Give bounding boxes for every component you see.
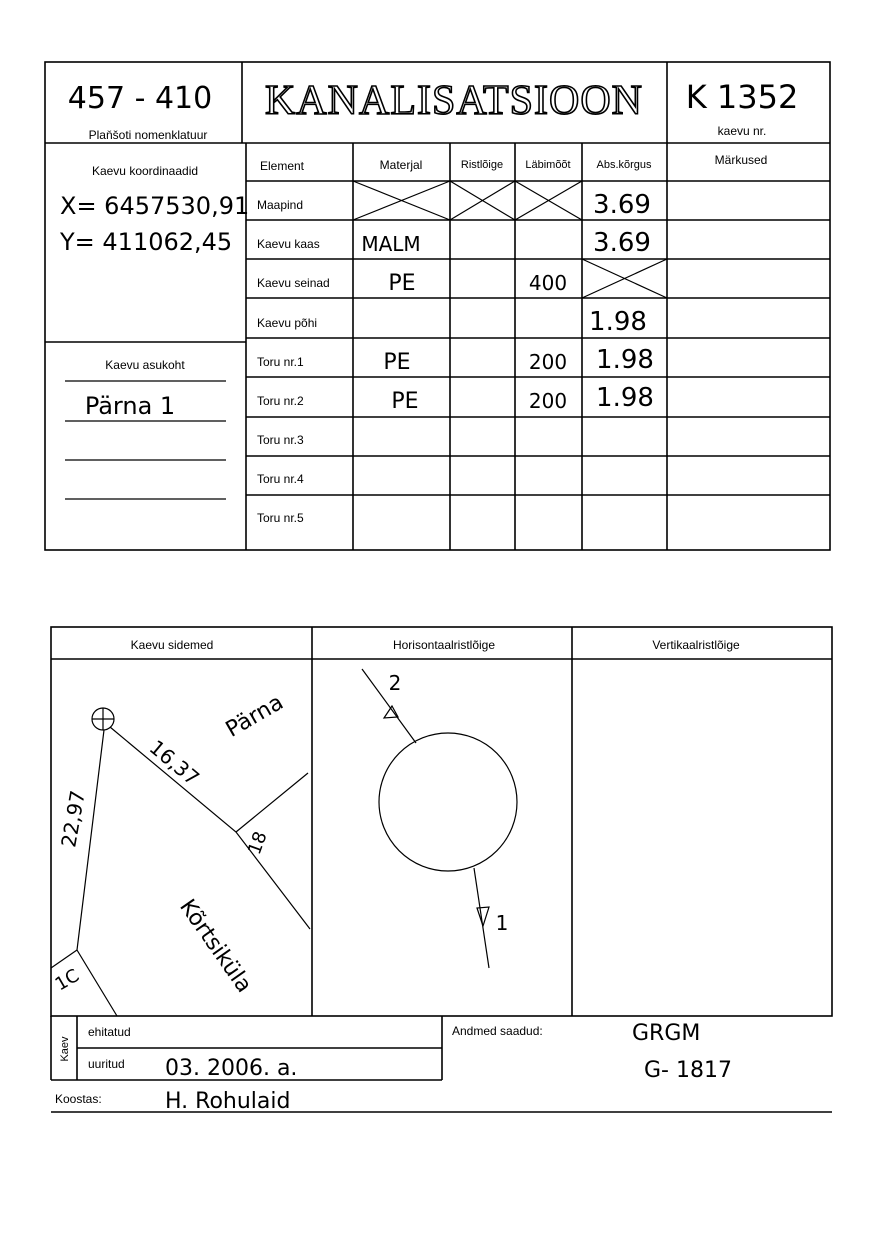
col-header-cross-section: Ristlõige [460, 159, 504, 171]
boundary-line [110, 727, 310, 929]
cell-abs-height: 1.98 [596, 383, 654, 413]
row-label: Toru nr.3 [257, 433, 304, 447]
row-label: Kaevu põhi [257, 316, 318, 330]
coordinate-x: X= 6457530,91 [60, 192, 250, 220]
row-label: Toru nr.5 [257, 511, 304, 525]
sheet-label: Plaňšoti nomenklatuur [88, 128, 208, 142]
author-value: H. Rohulaid [165, 1089, 291, 1114]
pipe-label-1: 1 [495, 911, 509, 935]
cell-material: PE [383, 350, 411, 375]
data-source-value-1: GRGM [632, 1021, 701, 1046]
bottom-form [51, 627, 832, 1114]
cell-abs-height: 1.98 [596, 345, 654, 375]
sketch-frame [51, 627, 832, 1016]
row-label: Kaevu seinad [257, 276, 330, 290]
built-label: ehitatud [88, 1025, 131, 1039]
location-label: Kaevu asukoht [105, 358, 185, 372]
row-label: Toru nr.1 [257, 355, 304, 369]
row-label: Maapind [257, 198, 304, 212]
street-label-1: Pärna [221, 690, 288, 743]
cell-material: PE [388, 271, 416, 296]
col-header-notes: Märkused [714, 153, 768, 167]
tie-distance-1: 16,37 [144, 735, 205, 791]
coordinates-label: Kaevu koordinaadid [91, 164, 199, 178]
sketch-header-ties: Kaevu sidemed [130, 638, 214, 652]
col-header-element: Element [259, 159, 305, 173]
cell-abs-height: 1.98 [589, 307, 647, 337]
col-header-material: Materjal [379, 158, 423, 172]
data-source-value-2: G- 1817 [644, 1058, 732, 1083]
surveyed-label: uuritud [88, 1057, 125, 1071]
sheet-number: 457 - 410 [67, 81, 213, 116]
cell-diameter: 200 [528, 350, 568, 374]
page-title: KANALISATSIOON [265, 78, 643, 124]
pipe-1 [474, 868, 489, 968]
pipe-label-2: 2 [388, 671, 402, 695]
author-label: Koostas: [55, 1092, 102, 1106]
row-label: Toru nr.4 [257, 472, 304, 486]
tie-distance-3: 1C [51, 965, 83, 996]
data-source-label: Andmed saadud: [452, 1024, 543, 1038]
row-label: Toru nr.2 [257, 394, 304, 408]
ties-sketch [51, 690, 310, 1016]
col-header-abs-height: Abs.kõrgus [596, 159, 652, 171]
row-label: Kaevu kaas [257, 237, 320, 251]
cell-abs-height: 3.69 [593, 190, 651, 220]
surveyed-value: 03. 2006. a. [165, 1056, 298, 1081]
col-header-diameter: Läbimõõt [525, 159, 571, 171]
well-side-label: Kaev [59, 1036, 71, 1062]
cell-diameter: 200 [528, 389, 568, 413]
street-label-2: Kõrtsiküla [174, 895, 257, 998]
well-label: kaevu nr. [717, 124, 767, 138]
cell-diameter: 400 [528, 271, 568, 295]
location-value: Pärna 1 [84, 392, 176, 420]
cell-material: PE [391, 389, 419, 414]
horizontal-section [362, 669, 517, 968]
cell-abs-height: 3.69 [593, 228, 651, 258]
sketch-header-horizontal: Horisontaalristlõige [392, 638, 496, 652]
well-outline [379, 733, 517, 871]
cell-material: MALM [361, 232, 421, 256]
coordinate-y: Y= 411062,45 [60, 228, 233, 256]
well-number: K 1352 [685, 78, 799, 116]
tie-distance-4: 18 [244, 828, 272, 858]
top-form [45, 62, 830, 550]
sketch-header-vertical: Vertikaalristlõige [652, 638, 740, 652]
boundary-line [77, 730, 117, 1016]
tie-distance-2: 22,97 [56, 788, 90, 850]
